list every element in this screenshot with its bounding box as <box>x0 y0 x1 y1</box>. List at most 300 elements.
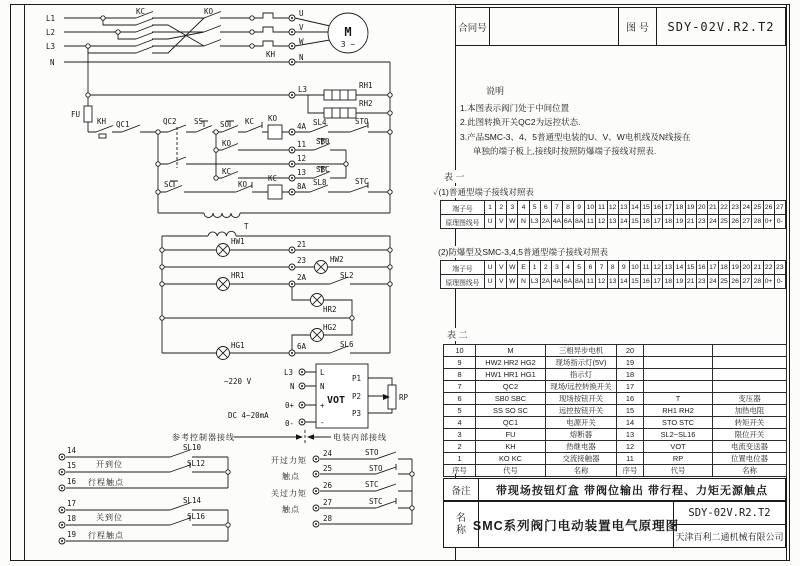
table-cell <box>713 381 787 393</box>
table-row <box>444 369 787 381</box>
label-ko_nc: KO <box>238 180 248 189</box>
note-line: 2.此图转换开关QC2为远控状态. <box>460 117 581 127</box>
label-torque_dot1: 触点 <box>282 472 300 481</box>
label-kc_coil: KC <box>268 174 278 183</box>
table-cell: 13 <box>663 261 674 275</box>
terminal-table-normal <box>440 200 786 229</box>
table-cell: SS SO SC <box>476 405 546 417</box>
table-row <box>444 417 787 429</box>
label-sl8: SL8 <box>313 178 327 187</box>
label-sto_b1: STO <box>365 448 379 457</box>
table-cell: 变压器 <box>713 393 787 405</box>
label-ss: SS <box>194 117 204 126</box>
label-v: V <box>299 23 304 32</box>
remark-row <box>443 478 786 501</box>
label-om: 0- <box>285 419 295 428</box>
label-hg2: HG2 <box>323 323 337 332</box>
table-cell: 26 <box>763 201 774 215</box>
node-circle <box>344 162 348 166</box>
table-cell: 端子号 <box>441 201 485 215</box>
label-n: N <box>50 58 55 67</box>
transformer-primary <box>204 213 240 218</box>
table-cell: SL2~SL16 <box>644 429 713 441</box>
label-stc_b1: STC <box>365 480 379 489</box>
label-sl16: SL16 <box>187 512 206 521</box>
table-cell: 22 <box>718 201 729 215</box>
table-cell <box>644 345 713 357</box>
table-cell: 代号 <box>644 465 713 477</box>
table-cell: 15 <box>629 275 640 289</box>
table-cell: 18 <box>663 275 674 289</box>
label-qc2: QC2 <box>163 117 177 126</box>
kc-coil-symbol <box>268 185 282 199</box>
table-cell: 16 <box>696 261 707 275</box>
label-rp: RP <box>399 393 409 402</box>
terminal-dot <box>61 540 63 542</box>
table-cell: 17 <box>707 261 718 275</box>
table-cell: 13 <box>607 275 618 289</box>
contract-value <box>489 8 618 45</box>
label-t18: 18 <box>67 514 77 523</box>
label-kh_top: KH <box>266 50 276 59</box>
table-cell: 代号 <box>476 465 546 477</box>
table-cell: 热继电器 <box>546 441 617 453</box>
table-cell: 原理图线号 <box>441 215 485 229</box>
table-cell: 25 <box>718 275 729 289</box>
table-cell: 25 <box>718 215 729 229</box>
label-n_vot: N <box>290 382 295 391</box>
table-row <box>444 393 787 405</box>
check-mark: ✓ <box>433 187 439 197</box>
table-cell: 5 <box>444 405 476 417</box>
terminal-dot <box>315 490 317 492</box>
table-cell: 4 <box>518 201 529 215</box>
node-circle <box>410 472 414 476</box>
table-cell: 13 <box>618 201 629 215</box>
table-cell: 12 <box>607 201 618 215</box>
table-cell: 15 <box>640 201 651 215</box>
table-cell: 25 <box>752 201 763 215</box>
table-cell: 13 <box>617 429 644 441</box>
table-cell: 9 <box>444 357 476 369</box>
table-cell: 端子号 <box>441 261 485 275</box>
table-cell: 原理图线号 <box>441 275 485 289</box>
table-cell: U <box>485 275 496 289</box>
table-cell <box>713 369 787 381</box>
label-close_limit_1: 关到位 <box>96 513 123 522</box>
label-kc_nc: KC <box>245 117 255 126</box>
node-circle <box>86 93 90 97</box>
table-cell: W <box>507 275 518 289</box>
table-cell: KH <box>476 441 546 453</box>
terminal-dot <box>291 149 293 151</box>
label-t17: 17 <box>67 499 77 508</box>
terminal-table-exproof <box>440 260 786 289</box>
label-torque_dot2: 触点 <box>282 505 300 514</box>
table-cell: 1 <box>444 453 476 465</box>
node-circle <box>156 190 160 194</box>
label-sl10: SL10 <box>183 443 202 452</box>
label-hr1: HR1 <box>231 271 245 280</box>
table-cell: 6A <box>562 275 573 289</box>
thermal-mark <box>99 134 106 138</box>
table-cell: M <box>476 345 546 357</box>
table-cell: 22 <box>763 261 774 275</box>
terminal-dot <box>291 266 293 268</box>
terminal-dot <box>315 458 317 460</box>
table-cell: N <box>518 275 529 289</box>
node-circle <box>388 190 392 194</box>
table-cell: 5 <box>529 201 540 215</box>
table-cell <box>644 357 713 369</box>
table-cell: 三相异步电机 <box>546 345 617 357</box>
terminal-dot <box>61 509 63 511</box>
label-u: U <box>299 9 304 18</box>
table-cell: 14 <box>618 215 629 229</box>
table-cell: E <box>518 261 529 275</box>
table-cell: SB0 SBC <box>476 393 546 405</box>
label-l3: L3 <box>46 42 56 51</box>
label-stc: STC <box>355 177 369 186</box>
label-t11: 11 <box>297 140 307 149</box>
table-cell: 23 <box>730 201 741 215</box>
table-row <box>441 275 786 289</box>
terminal-dot <box>291 17 293 19</box>
label-p1: P1 <box>352 374 362 383</box>
table-cell: 交流接触器 <box>546 453 617 465</box>
terminal-dot <box>291 163 293 165</box>
table-cell: 17 <box>617 381 644 393</box>
label-p3: P3 <box>352 409 362 418</box>
label-vot: VOT <box>326 395 346 406</box>
table-cell: 位置电位器 <box>713 453 787 465</box>
label-qc1: QC1 <box>116 120 130 129</box>
table-cell: 16 <box>640 275 651 289</box>
terminal-dot <box>301 421 303 423</box>
label-rh2: RH2 <box>359 99 373 108</box>
node-circle <box>226 470 230 474</box>
terminal-dot <box>291 94 293 96</box>
table-cell: 指示灯 <box>546 369 617 381</box>
node-circle <box>156 130 160 134</box>
label-vn: N <box>320 382 325 391</box>
table-row <box>444 381 787 393</box>
drawing-number: SDY-02V.R2.T2 <box>674 502 785 525</box>
remark-label: 备注 <box>444 479 479 500</box>
table-cell: 18 <box>617 369 644 381</box>
label-fu: FU <box>71 110 81 119</box>
table-cell: 1 <box>529 261 540 275</box>
table-cell: 23 <box>696 275 707 289</box>
label-ref_ctrl: 参考控制器接线 <box>172 433 235 442</box>
terminal-dot <box>301 385 303 387</box>
remark-text: 带现场按钮灯盒 带阀位输出 带行程、力矩无源触点 <box>495 484 769 497</box>
table-cell: 6 <box>540 201 551 215</box>
label-rh1: RH1 <box>359 81 373 90</box>
table-cell: 7 <box>596 261 607 275</box>
table-cell: V <box>496 275 507 289</box>
table-cell: 21 <box>707 201 718 215</box>
table-cell: 5 <box>574 261 585 275</box>
table-cell: 7 <box>551 201 562 215</box>
table-cell: FU <box>476 429 546 441</box>
table-cell: 序号 <box>444 465 476 477</box>
table-cell: T <box>644 393 713 405</box>
label-l3_mid: L3 <box>298 85 308 94</box>
table-cell: 14 <box>629 201 640 215</box>
table-one-label: 表 一 <box>444 172 465 182</box>
table-cell: 20 <box>741 261 752 275</box>
label-t12: 12 <box>297 154 307 163</box>
table-two-label: 表 二 <box>447 330 468 340</box>
node-circle <box>156 162 160 166</box>
label-layer <box>46 7 409 540</box>
table-cell: 15 <box>617 405 644 417</box>
label-open_limit_2: 行程触点 <box>88 478 124 487</box>
notes-heading: 说明 <box>486 86 505 96</box>
table-cell: 26 <box>730 275 741 289</box>
transformer-secondary <box>208 231 236 236</box>
table-cell: 0- <box>774 275 785 289</box>
company-name: 天津百利二通机械有限公司 <box>675 531 784 542</box>
table-cell: 4A <box>551 215 562 229</box>
table-cell: 2 <box>540 261 551 275</box>
node-circle <box>350 316 354 320</box>
label-t26: 26 <box>323 481 333 490</box>
component-table <box>443 344 786 474</box>
table-row <box>444 429 787 441</box>
node-circle <box>250 16 254 20</box>
label-op: 0+ <box>285 401 295 410</box>
notes-block <box>460 84 778 159</box>
table-cell: 19 <box>730 261 741 275</box>
table-cell: 12 <box>652 261 663 275</box>
table-cell: 2A <box>540 215 551 229</box>
table-cell: KO KC <box>476 453 546 465</box>
table-row <box>444 453 787 465</box>
label-kh: KH <box>97 117 107 126</box>
label-t23: 23 <box>297 256 307 265</box>
label-open_torque_1: 开过力矩 <box>271 456 307 465</box>
node-circle <box>160 316 164 320</box>
table-cell: 0+ <box>763 215 774 229</box>
terminal-dot <box>291 249 293 251</box>
table-row <box>441 261 786 275</box>
drawing-no-value: SDY-02V.R2.T2 <box>656 8 785 45</box>
table-cell: 16 <box>617 393 644 405</box>
table-cell: 名称 <box>713 465 787 477</box>
terminal-dot <box>291 131 293 133</box>
node-circle <box>410 506 414 510</box>
table-cell: 13 <box>607 215 618 229</box>
label-dc: DC 4~20mA <box>228 411 269 420</box>
table-cell: 10 <box>444 345 476 357</box>
label-hw1: HW1 <box>231 237 245 246</box>
label-ko_coil: KO <box>268 114 278 123</box>
node-circle <box>160 248 164 252</box>
terminal-dot <box>315 523 317 525</box>
label-so: SO <box>220 120 230 129</box>
terminal-dot <box>291 191 293 193</box>
table-cell: 电流变送器 <box>713 441 787 453</box>
label-t25: 25 <box>323 464 333 473</box>
label-ko_aux: KO <box>222 139 232 148</box>
table-cell: 14 <box>618 275 629 289</box>
table-cell: 16 <box>652 201 663 215</box>
table-cell: QC1 <box>476 417 546 429</box>
node-circle <box>388 130 392 134</box>
table-cell: 2 <box>496 201 507 215</box>
note-line: 1.本图表示阀门处于中间位置 <box>460 102 570 113</box>
table-cell: W <box>507 215 518 229</box>
table-row <box>444 357 787 369</box>
label-sl6: SL6 <box>340 340 354 349</box>
terminal-dot <box>301 371 303 373</box>
table-row <box>444 441 787 453</box>
terminal-dot <box>315 473 317 475</box>
table-cell: STO STC <box>644 417 713 429</box>
table-cell: 4 <box>562 261 573 275</box>
table-cell: 15 <box>629 215 640 229</box>
terminal-dot <box>291 177 293 179</box>
table-cell: 8 <box>607 261 618 275</box>
table-cell: 远控按钮开关 <box>546 405 617 417</box>
label-t21: 21 <box>297 240 307 249</box>
label-kc_top: KC <box>136 7 146 16</box>
table-cell <box>713 345 787 357</box>
table-cell: 8 <box>562 201 573 215</box>
contract-label: 合同号 <box>458 22 487 34</box>
table-cell: 26 <box>730 215 741 229</box>
terminal-dot <box>291 352 293 354</box>
table-cell: 28 <box>752 275 763 289</box>
table-cell: 27 <box>741 275 752 289</box>
label-l2: L2 <box>46 28 56 37</box>
label-t_label: T <box>244 222 249 231</box>
node-circle <box>116 30 120 34</box>
table-cell: 3 <box>507 201 518 215</box>
node-circle <box>388 111 392 115</box>
table-cell: 19 <box>674 275 685 289</box>
label-kc_aux: KC <box>222 167 232 176</box>
table-cell: L3 <box>529 275 540 289</box>
table-cell: 1 <box>485 201 496 215</box>
table-cell <box>644 381 713 393</box>
table-cell: 3 <box>444 429 476 441</box>
table-cell: 0- <box>774 215 785 229</box>
terminal-dot <box>61 487 63 489</box>
table-cell: 17 <box>652 215 663 229</box>
table-cell: 14 <box>617 417 644 429</box>
label-close_limit_2: 行程触点 <box>88 531 124 540</box>
table-cell: 24 <box>741 201 752 215</box>
table-cell: 转矩开关 <box>713 417 787 429</box>
table-cell: 24 <box>707 215 718 229</box>
table-cell: RP <box>644 453 713 465</box>
table-cell: 11 <box>596 201 607 215</box>
label-hw2: HW2 <box>330 255 344 264</box>
table-cell: 现场指示灯(5V) <box>546 357 617 369</box>
name-label: 名称 <box>444 502 479 547</box>
table-cell: 7 <box>444 381 476 393</box>
label-t4a: 4A <box>297 122 307 131</box>
terminal-dot <box>61 524 63 526</box>
label-t24: 24 <box>323 449 333 458</box>
table-cell: 名称 <box>546 465 617 477</box>
table-cell: 11 <box>640 261 651 275</box>
label-t15: 15 <box>67 461 77 470</box>
table-cell: 12 <box>617 441 644 453</box>
table-cell: 限位开关 <box>713 429 787 441</box>
label-vm: - <box>320 418 325 427</box>
table-cell: 11 <box>617 453 644 465</box>
table-cell: 28 <box>752 215 763 229</box>
table-cell: 20 <box>617 345 644 357</box>
table-cell: 序号 <box>617 465 644 477</box>
node-circle <box>160 265 164 269</box>
name-block <box>443 501 786 548</box>
table-cell: 9 <box>618 261 629 275</box>
label-sb0: SB0 <box>316 137 330 146</box>
label-ko_top: KO <box>204 7 214 16</box>
table-cell: 6 <box>585 261 596 275</box>
table-cell: 14 <box>674 261 685 275</box>
note-line: 3.产品SMC-3、4、5普通型电装的U、V、W电机线及N线接在 <box>460 131 691 142</box>
table-cell: 21 <box>752 261 763 275</box>
table-cell: 21 <box>685 215 696 229</box>
node-circle <box>214 130 218 134</box>
label-p2: P2 <box>352 392 362 401</box>
table-cell: 现场按钮开关 <box>546 393 617 405</box>
table-cell: HW2 HR2 HG2 <box>476 357 546 369</box>
label-motor_phase: 3 ~ <box>340 40 356 49</box>
table-row <box>441 201 786 215</box>
table-cell: HW1 HR1 HG1 <box>476 369 546 381</box>
table-cell: 19 <box>674 215 685 229</box>
label-sl12: SL12 <box>187 459 206 468</box>
table-cell: 8A <box>574 215 585 229</box>
table-cell: 6A <box>562 215 573 229</box>
table-cell: L3 <box>529 215 540 229</box>
node-circle <box>250 44 254 48</box>
table-cell: 11 <box>585 275 596 289</box>
label-sto_b2: STO <box>369 464 383 473</box>
label-sl2: SL2 <box>340 271 354 280</box>
table-one-title: ✓(1)普通型端子接线对照表 <box>433 187 534 197</box>
node-circle <box>214 176 218 180</box>
table-cell: 熔断器 <box>546 429 617 441</box>
table-cell: 20 <box>696 201 707 215</box>
node-circle <box>160 282 164 286</box>
terminal-dot <box>291 283 293 285</box>
table-cell: 17 <box>652 275 663 289</box>
label-close_torque_1: 关过力矩 <box>271 489 307 498</box>
table-cell <box>644 369 713 381</box>
table-cell: N <box>518 215 529 229</box>
label-t13: 13 <box>297 168 307 177</box>
table-cell: V <box>496 215 507 229</box>
table-cell: 27 <box>741 215 752 229</box>
table-row <box>441 215 786 229</box>
node-circle <box>86 44 90 48</box>
label-stc_b2: STC <box>369 497 383 506</box>
title-block <box>455 7 786 46</box>
table-cell: QC2 <box>476 381 546 393</box>
table-cell: 0+ <box>763 275 774 289</box>
node-circle <box>388 265 392 269</box>
terminal-dot <box>61 456 63 458</box>
drawing-no-label: 图 号 <box>618 8 656 45</box>
